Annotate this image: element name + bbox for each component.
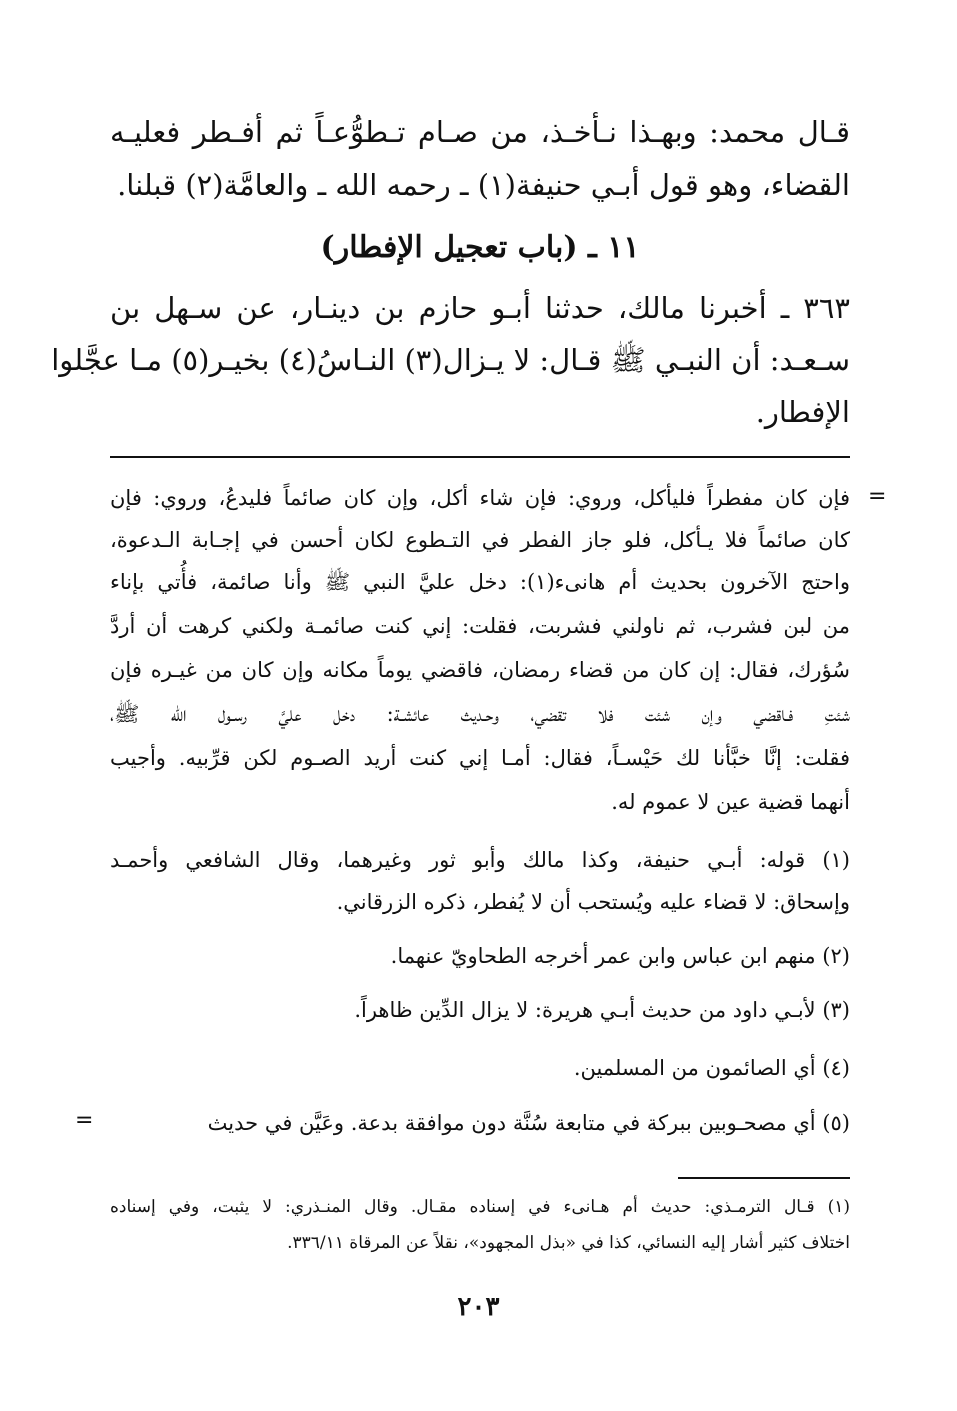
continuation-mark-top: = xyxy=(868,484,887,509)
commentary-line-3: واحتج الآخرون بحديث أم هانىء(١): دخل عليَّ النبي ﷺ وأنا صائمة، فأُتي بإناء xyxy=(110,570,850,594)
commentary-line-2: كان صائماً فلا يـأكل، فلو جاز الفطر في التـطوع لكان أحسن في إجـابة الـدعوة، xyxy=(110,528,850,552)
commentary-line-8: أنهما قضية عين لا عموم له. xyxy=(611,790,850,814)
note-1-line-1: (١) قوله: أبـي حنيفة، وكذا مالك وأبو ثور وغيرهما، وقال الشافعي وأحمـد xyxy=(110,848,850,872)
page-number: ٢٠٣ xyxy=(457,1292,500,1322)
note-5: (٥) أي مصحـوبين ببركة في متابعة سُنَّة دون موافقة بدعة. وعَيَّن في حديث xyxy=(207,1111,850,1135)
commentary-line-5: سُؤرك، فقال: إن كان من قضاء رمضان، فاقضي يوماً مكانه وإن كان من غيـره فإن xyxy=(110,658,850,682)
commentary-line-1: فإن كان مفطراً فليأكل، وروي: فإن شاء أكل، وإن كان صائماً فليدعُ، وروي: فإن xyxy=(110,486,850,510)
commentary-line-6: شئتِ فـاقضي وإن شئت فلا تقضي، وحـديث عائشـة: دخل عليَّ رسـول الله ﷺ، xyxy=(110,702,850,726)
top-paragraph-line-1: قـال محمد: وبهـذا نـأخـذ، من صـام تـطوُّعـاً ثم أفـطر فعليـه xyxy=(110,115,850,149)
continuation-mark-bottom: = xyxy=(75,1108,94,1133)
note-3: (٣) لأبـي داود من حديث أبـي هريرة: لا يزال الدِّين ظاهراً. xyxy=(354,998,850,1022)
chapter-heading: ١١ ـ (باب تعجيل الإفطار) xyxy=(320,230,640,265)
commentary-line-7: فقلت: إنَّا خبَّأنا لك حَيْسـاً، فقال: أمـا إني كنت أريد الصـوم لكن قرِّبيه. وأجيب xyxy=(110,746,850,770)
text-separator xyxy=(110,456,850,458)
note-1-line-2: وإسحاق: لا قضاء عليه ويُستحب أن لا يُفطر، ذكره الزرقاني. xyxy=(336,890,850,914)
hadith-line-1: ٣٦٣ ـ أخبرنا مالك، حدثنا أبـو حازم بن دينـار، عن سـهل بن xyxy=(110,291,850,325)
top-paragraph-line-2: القضاء، وهو قول أبـي حنيفة(١) ـ رحمه الله ـ والعامَّة(٢) قبلنا. xyxy=(117,168,850,202)
footnote-separator xyxy=(678,1177,850,1179)
hadith-line-3: الإفطار. xyxy=(755,395,850,429)
hadith-line-2: سـعـد: أن النبـي ﷺ قـال: لا يـزال(٣) النـاسُ(٤) بخيـر(٥) مـا عجَّلوا xyxy=(51,343,850,377)
commentary-line-4: من لبن فشرب، ثم ناولني فشربت، فقلت: إني كنت صائمـة ولكني كرهت أن أردَّ xyxy=(110,614,850,638)
footnote-line-1: (١) قـال الترمـذي: حديث أم هـانىء في إسناده مقـال. وقال المنـذري: لا يثبت، وفي إسناده xyxy=(110,1197,850,1217)
footnote-line-2: اختلاف كثير أشار إليه النسائي، كذا في «بذل المجهود»، نقلاً عن المرقاة ٣٣٦/١١. xyxy=(287,1233,850,1253)
note-4: (٤) أي الصائمون من المسلمين. xyxy=(573,1056,850,1080)
note-2: (٢) منهم ابن عباس وابن عمر أخرجه الطحاويّ عنهما. xyxy=(390,944,850,968)
